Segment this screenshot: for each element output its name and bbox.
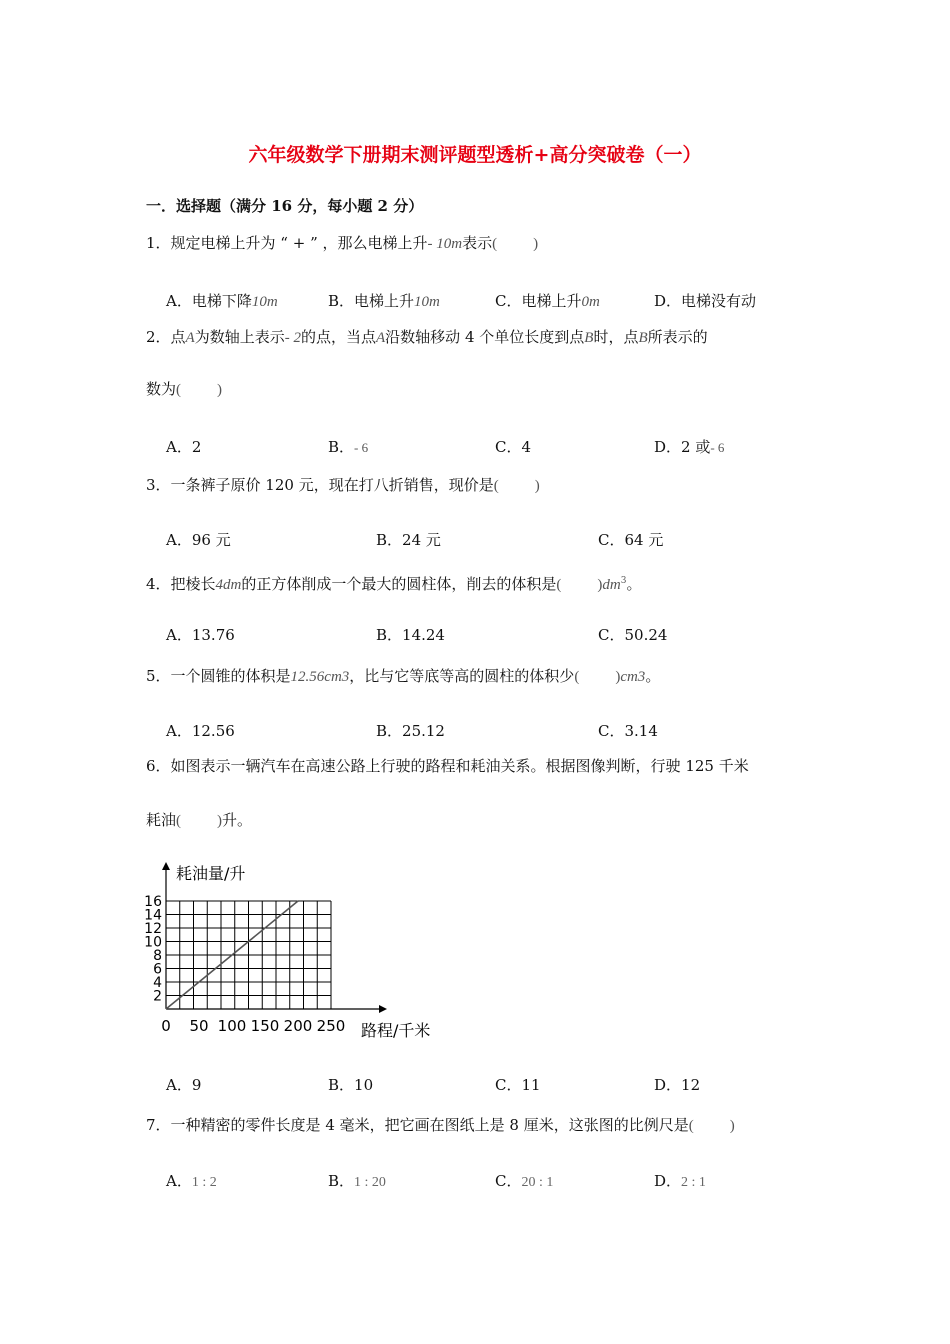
option-ratio: 1 : 2 (191, 1175, 217, 1190)
q2-text: 为数轴上表示 (194, 328, 285, 346)
q4-unit: dm (602, 577, 621, 593)
question-6-line2 (146, 809, 252, 830)
option-math: 10m (251, 294, 278, 310)
x-axis-arrow (379, 1005, 387, 1013)
chart-grid (166, 901, 331, 1009)
q4-math: 4dm (215, 577, 242, 593)
q5-end: 。 (645, 667, 661, 685)
q2-text: 数为 (146, 380, 177, 398)
y-tick-label: 8 (153, 948, 162, 964)
q2-option-a[interactable] (166, 436, 201, 457)
section-heading: 一．选择题（满分 16 分，每小题 2 分） (146, 197, 424, 215)
fuel-distance-chart (140, 856, 460, 1046)
option-math: 0m (581, 294, 600, 310)
q2-text: 所表示的 (647, 328, 708, 346)
q6-option-a[interactable]: A．9 (166, 1076, 202, 1094)
x-tick-label: 250 (316, 1017, 346, 1035)
answer-blank-open: ( (556, 577, 562, 593)
question-1 (146, 232, 538, 253)
q3-option-c[interactable]: C．64 元 (598, 531, 664, 549)
q4-option-a[interactable]: A．13.76 (166, 626, 235, 644)
page-title: 六年级数学下册期末测评题型透析+高分突破卷（一） (248, 144, 702, 166)
y-tick-label: 10 (144, 934, 162, 951)
q2-text: 的点，当点 (300, 328, 376, 346)
q5-unit: cm3 (620, 669, 646, 685)
q6-text: 升。 (222, 811, 253, 829)
x-tick-label: 200 (283, 1017, 313, 1035)
q4-option-c[interactable]: C．50.24 (598, 626, 668, 644)
q3-text: 3．一条裤子原价 120 元，现在打八折销售，现价是 (146, 476, 494, 494)
answer-blank-close: ) (597, 577, 603, 593)
option-label: C．4 (495, 438, 532, 456)
question-7 (146, 1114, 735, 1135)
option-label: B． (328, 438, 355, 456)
y-tick-label: 2 (153, 988, 162, 1005)
q1-math: - 10m (427, 236, 463, 252)
option-label: A．2 (166, 438, 202, 456)
y-tick-label: 12 (144, 921, 162, 937)
answer-blank-close: ) (217, 813, 223, 829)
q6-option-c[interactable]: C．11 (495, 1076, 541, 1094)
q3-option-b[interactable]: B．24 元 (376, 531, 441, 549)
option-label: C． (495, 1172, 522, 1190)
option-label: D． (654, 1172, 682, 1190)
y-tick-label: 16 (144, 894, 162, 910)
q5-math: 12.56cm3 (290, 669, 350, 685)
q4-text: 4．把棱长 (146, 575, 216, 593)
answer-blank-open: ( (176, 382, 182, 398)
x-tick-label: 100 (217, 1017, 247, 1035)
option-label: D．2 或 (654, 438, 711, 456)
option-label: A． (166, 1172, 192, 1190)
q1-option-a[interactable] (166, 290, 278, 311)
q2-math: A (376, 330, 386, 346)
question-2 (146, 326, 708, 347)
q5-text: 5．一个圆锥的体积是 (146, 667, 291, 685)
y-tick-label: 4 (153, 975, 162, 991)
q1-option-d[interactable] (654, 290, 756, 311)
q7-option-c[interactable] (495, 1170, 553, 1191)
q2-math: B (638, 330, 648, 346)
q2-math: A (185, 330, 195, 346)
option-label: D．电梯没有动 (654, 292, 757, 310)
answer-blank-open: ( (493, 478, 499, 494)
q2-text: 沿数轴移动 4 个单位长度到点 (385, 328, 585, 346)
q2-math: - 2 (284, 330, 301, 346)
answer-blank-close: ) (615, 669, 621, 685)
q5-text: ，比与它等底等高的圆柱的体积少 (349, 667, 575, 685)
question-4 (146, 573, 642, 594)
q4-end: 。 (626, 575, 642, 593)
x-tick-label: 50 (189, 1017, 209, 1035)
option-label: B．电梯上升 (328, 292, 415, 310)
answer-blank-open: ( (688, 1118, 694, 1134)
option-math: - 6 (710, 440, 725, 455)
q2-math: B (584, 330, 594, 346)
q7-text: 7．一种精密的零件长度是 4 毫米，把它画在图纸上是 8 厘米，这张图的比例尺是 (146, 1116, 689, 1134)
q2-option-c[interactable] (495, 436, 531, 457)
option-ratio: 1 : 20 (354, 1175, 386, 1190)
q2-option-d[interactable] (654, 436, 724, 457)
x-axis-label: 路程/千米 (361, 1021, 431, 1040)
q6-option-d[interactable]: D．12 (654, 1076, 701, 1094)
option-math: - 6 (354, 440, 369, 455)
q7-option-a[interactable] (166, 1170, 217, 1191)
answer-blank-close: ) (534, 478, 540, 494)
q1-option-c[interactable] (495, 290, 600, 311)
q5-option-a[interactable]: A．12.56 (166, 722, 235, 740)
q2-text: 2．点 (146, 328, 186, 346)
answer-blank-close: ) (729, 1118, 735, 1134)
question-3 (146, 474, 540, 495)
y-tick-label: 6 (153, 961, 162, 978)
q1-text: 1．规定电梯上升为 “ + ” ，那么电梯上升 (146, 234, 428, 252)
option-label: A．电梯下降 (166, 292, 252, 310)
q4-unit-sup: 3 (620, 576, 627, 586)
question-5 (146, 665, 660, 686)
q2-option-b[interactable] (328, 436, 368, 457)
y-tick-label: 14 (144, 907, 162, 924)
q4-text: 的正方体削成一个最大的圆柱体，削去的体积是 (241, 575, 557, 593)
question-6: 6．如图表示一辆汽车在高速公路上行驶的路程和耗油关系。根据图像判断，行驶 125 千米 (146, 757, 749, 775)
answer-blank-open: ( (574, 669, 580, 685)
option-label: B． (328, 1172, 355, 1190)
option-ratio: 2 : 1 (681, 1175, 706, 1190)
answer-blank-open: ( (492, 236, 498, 252)
answer-blank-close: ) (217, 382, 223, 398)
q6-text: 耗油 (146, 811, 177, 829)
answer-blank-open: ( (176, 813, 182, 829)
q7-option-b[interactable] (328, 1170, 386, 1191)
option-math: 10m (414, 294, 440, 310)
chart-ticks (144, 894, 345, 1035)
y-axis-label: 耗油量/升 (176, 864, 246, 883)
q3-option-a[interactable]: A．96 元 (166, 531, 231, 549)
q7-option-d[interactable] (654, 1170, 706, 1191)
option-ratio: 20 : 1 (521, 1175, 554, 1190)
q1-suffix: 表示 (462, 234, 493, 252)
q5-option-b[interactable]: B．25.12 (376, 722, 445, 740)
q6-option-b[interactable]: B．10 (328, 1076, 374, 1094)
question-2-line2 (146, 378, 222, 399)
answer-blank-close: ) (533, 236, 539, 252)
y-axis-arrow (162, 862, 170, 870)
q5-option-c[interactable]: C．3.14 (598, 722, 658, 740)
x-tick-label: 0 (161, 1017, 171, 1035)
x-tick-label: 150 (250, 1017, 280, 1035)
q1-option-b[interactable] (328, 290, 440, 311)
option-label: C．电梯上升 (495, 292, 582, 310)
q4-option-b[interactable]: B．14.24 (376, 626, 445, 644)
q2-text: 时，点 (593, 328, 639, 346)
